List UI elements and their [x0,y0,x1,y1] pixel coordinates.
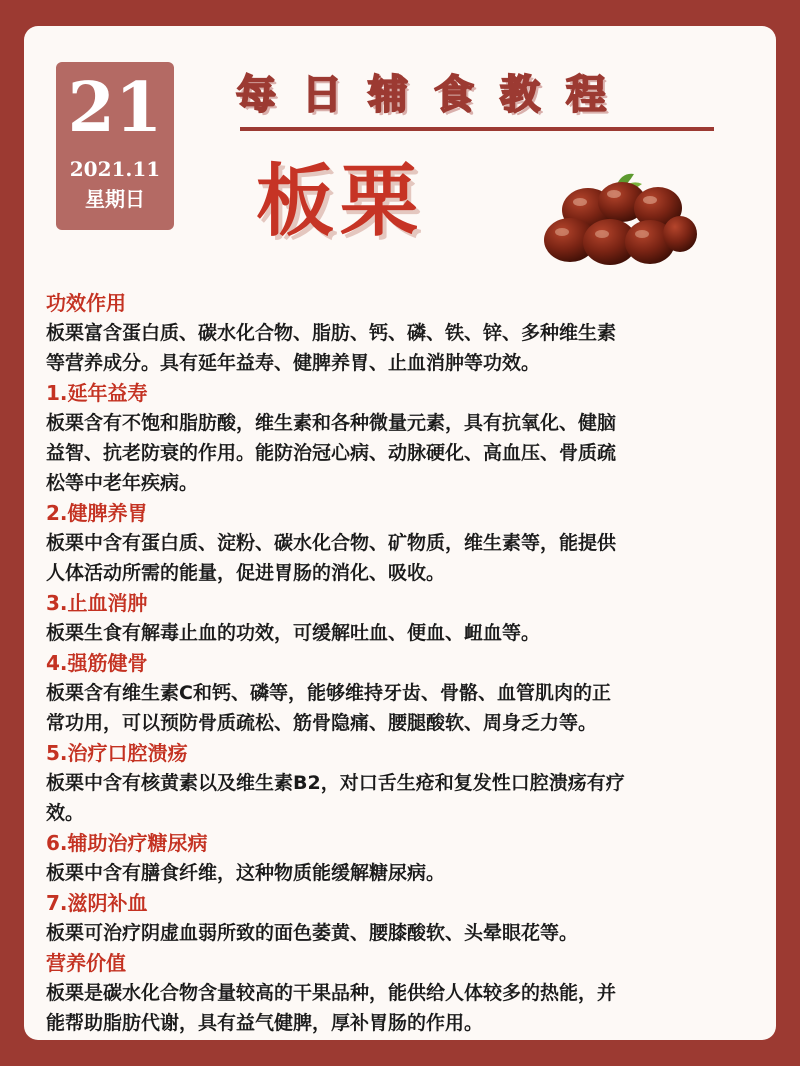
date-day: 21 [67,68,163,148]
text-line: 板栗可治疗阴虚血弱所致的面色萎黄、腰膝酸软、头晕眼花等。 [46,922,579,944]
text-line: 板栗富含蛋白质、碳水化合物、脂肪、钙、磷、铁、锌、多种维生素 [46,322,617,344]
section-heading: 5.治疗口腔溃疡 [46,741,188,765]
section-heading: 6.辅助治疗糖尿病 [46,831,208,855]
section-heading: 1.延年益寿 [46,381,148,405]
date-badge [56,62,174,230]
text-line: 板栗含有不饱和脂肪酸，维生素和各种微量元素，具有抗氧化、健脑 [46,412,617,434]
section-longevity [46,378,758,498]
text-line: 能帮助脂肪代谢，具有益气健脾，厚补胃肠的作用。 [46,1012,484,1034]
section-spleen-stomach [46,498,758,588]
section-nourish-blood [46,888,758,948]
section-benefits [46,288,758,378]
section-heading: 4.强筋健骨 [46,651,148,675]
date-year-month: 2021.11 [69,157,161,181]
text-line: 等营养成分。具有延年益寿、健脾养胃、止血消肿等功效。 [46,352,541,374]
text-line: 板栗生食有解毒止血的功效，可缓解吐血、便血、衄血等。 [46,622,541,644]
section-heading: 3.止血消肿 [46,591,148,615]
chestnut-image [530,150,700,270]
text-line: 板栗中含有核黄素以及维生素B2，对口舌生疮和复发性口腔溃疡有疗 [46,772,625,794]
section-bones [46,648,758,738]
text-line: 松等中老年疾病。 [46,472,199,494]
section-heading: 7.滋阴补血 [46,891,148,915]
section-diabetes [46,828,758,888]
series-title: 每日辅食教程 [236,72,632,118]
section-mouth-ulcer [46,738,758,828]
section-heading: 营养价值 [46,951,126,975]
text-line: 板栗中含有蛋白质、淀粉、碳水化合物、矿物质，维生素等，能提供 [46,532,617,554]
section-nutrition [46,948,758,1038]
title-underline [240,127,714,131]
text-line: 效。 [46,802,85,824]
section-heading: 功效作用 [46,291,126,315]
text-line: 板栗是碳水化合物含量较高的干果品种，能供给人体较多的热能，并 [46,982,617,1004]
section-heading: 2.健脾养胃 [46,501,148,525]
section-stop-bleeding [46,588,758,648]
text-line: 益智、抗老防衰的作用。能防治冠心病、动脉硬化、高血压、骨质疏 [46,442,617,464]
text-line: 板栗中含有膳食纤维，这种物质能缓解糖尿病。 [46,862,446,884]
text-line: 人体活动所需的能量，促进胃肠的消化、吸收。 [46,562,446,584]
food-name: 板栗 [256,156,425,247]
content-card [24,26,776,1040]
date-weekday: 星期日 [85,187,145,211]
text-line: 常功用，可以预防骨质疏松、筋骨隐痛、腰腿酸软、周身乏力等。 [46,712,598,734]
text-line: 板栗含有维生素C和钙、磷等，能够维持牙齿、骨骼、血管肌肉的正 [46,682,611,704]
article-body [46,288,758,1038]
